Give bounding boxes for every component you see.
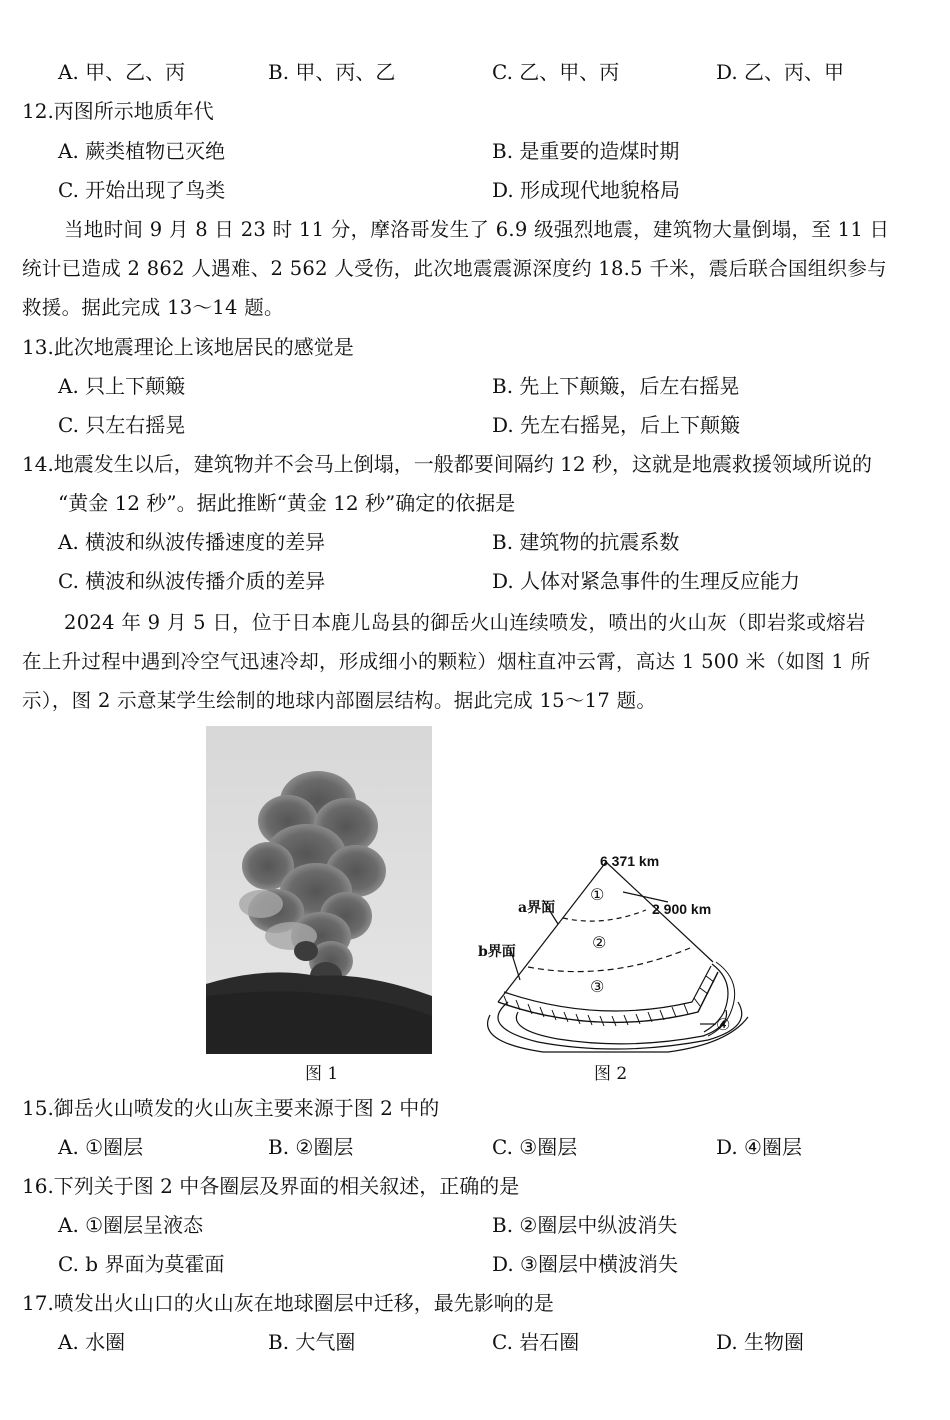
passage-volcano-line-2: 在上升过程中遇到冷空气迅速冷却，形成细小的颗粒）烟柱直冲云霄，高达 1 500 米（如图 1 所: [22, 650, 871, 673]
passage-volcano-line-3: 示），图 2 示意某学生绘制的地球内部圈层结构。据此完成 15～17 题。: [22, 689, 657, 712]
passage-volcano: [22, 603, 932, 720]
q17-stem: 17.喷发出火山口的火山灰在地球圈层中迁移，最先影响的是: [22, 1291, 554, 1315]
q13-option-a: A. 只上下颠簸: [58, 374, 186, 398]
q15-option-d: D. ④圈层: [716, 1135, 802, 1159]
q16-option-b: B. ②圈层中纵波消失: [492, 1213, 678, 1237]
passage-earthquake-line-1: 当地时间 9 月 8 日 23 时 11 分，摩洛哥发生了 6.9 级强烈地震，建筑物大量倒塌，至 11 日: [64, 218, 890, 241]
q17-option-c: C. 岩石圈: [492, 1330, 580, 1354]
q16-option-a: A. ①圈层呈液态: [58, 1213, 204, 1237]
passage-earthquake-line-2: 统计已造成 2 862 人遇难、2 562 人受伤，此次地震震源深度约 18.5 千米，震后联合国组织参与: [22, 257, 887, 280]
label-depth: 2 900 km: [652, 901, 712, 917]
volcano-eruption-photo: [206, 726, 432, 1054]
q11-option-b: B. 甲、丙、乙: [268, 60, 396, 84]
q14-stem-line-1: 14.地震发生以后，建筑物并不会马上倒塌，一般都要间隔约 12 秒，这就是地震救援领域所说的: [22, 452, 872, 476]
q11-option-c: C. 乙、甲、丙: [492, 60, 620, 84]
layer-2-label: ②: [592, 933, 607, 952]
q15-option-b: B. ②圈层: [268, 1135, 354, 1159]
q12-option-a: A. 蕨类植物已灭绝: [58, 139, 226, 163]
q13-option-b: B. 先上下颠簸，后左右摇晃: [492, 374, 740, 398]
earth-interior-diagram: [468, 852, 754, 1057]
q16-stem: 16.下列关于图 2 中各圈层及界面的相关叙述，正确的是: [22, 1174, 520, 1198]
q14-option-b: B. 建筑物的抗震系数: [492, 530, 680, 554]
q15-option-c: C. ③圈层: [492, 1135, 578, 1159]
q14-option-a: A. 横波和纵波传播速度的差异: [58, 530, 326, 554]
q15-option-a: A. ①圈层: [58, 1135, 144, 1159]
layer-4-label: ④: [716, 1015, 731, 1034]
q13-option-d: D. 先左右摇晃，后上下颠簸: [492, 413, 741, 437]
q15-stem: 15.御岳火山喷发的火山灰主要来源于图 2 中的: [22, 1096, 440, 1120]
label-radius: 6 371 km: [600, 853, 660, 869]
q16-option-c: C. b 界面为莫霍面: [58, 1252, 225, 1276]
q11-option-d: D. 乙、丙、甲: [716, 60, 845, 84]
q17-option-d: D. 生物圈: [716, 1330, 805, 1354]
label-a-interface: a界面: [518, 900, 556, 916]
q14-stem-line-2: “黄金 12 秒”。据此推断“黄金 12 秒”确定的依据是: [58, 491, 516, 515]
layer-1-label: ①: [590, 885, 605, 904]
q14-option-c: C. 横波和纵波传播介质的差异: [58, 569, 326, 593]
figure-2-caption: 图 2: [594, 1064, 628, 1084]
passage-earthquake: [22, 210, 932, 327]
layer-3-label: ③: [590, 977, 605, 996]
q17-option-a: A. 水圈: [58, 1330, 126, 1354]
q13-option-c: C. 只左右摇晃: [58, 413, 186, 437]
q12-option-c: C. 开始出现了鸟类: [58, 178, 226, 202]
label-b-interface: b界面: [478, 944, 516, 960]
q11-option-a: A. 甲、乙、丙: [58, 60, 186, 84]
q12-option-b: B. 是重要的造煤时期: [492, 139, 680, 163]
q14-option-d: D. 人体对紧急事件的生理反应能力: [492, 569, 801, 593]
q17-option-b: B. 大气圈: [268, 1330, 356, 1354]
q12-option-d: D. 形成现代地貌格局: [492, 178, 681, 202]
passage-volcano-line-1: 2024 年 9 月 5 日，位于日本鹿儿岛县的御岳火山连续喷发，喷出的火山灰（即岩浆或熔岩: [64, 611, 866, 634]
figure-1-caption: 图 1: [305, 1064, 339, 1084]
passage-earthquake-line-3: 救援。据此完成 13～14 题。: [22, 296, 284, 319]
q12-stem: 12.丙图所示地质年代: [22, 99, 214, 123]
q13-stem: 13.此次地震理论上该地居民的感觉是: [22, 335, 354, 359]
q16-option-d: D. ③圈层中横波消失: [492, 1252, 678, 1276]
